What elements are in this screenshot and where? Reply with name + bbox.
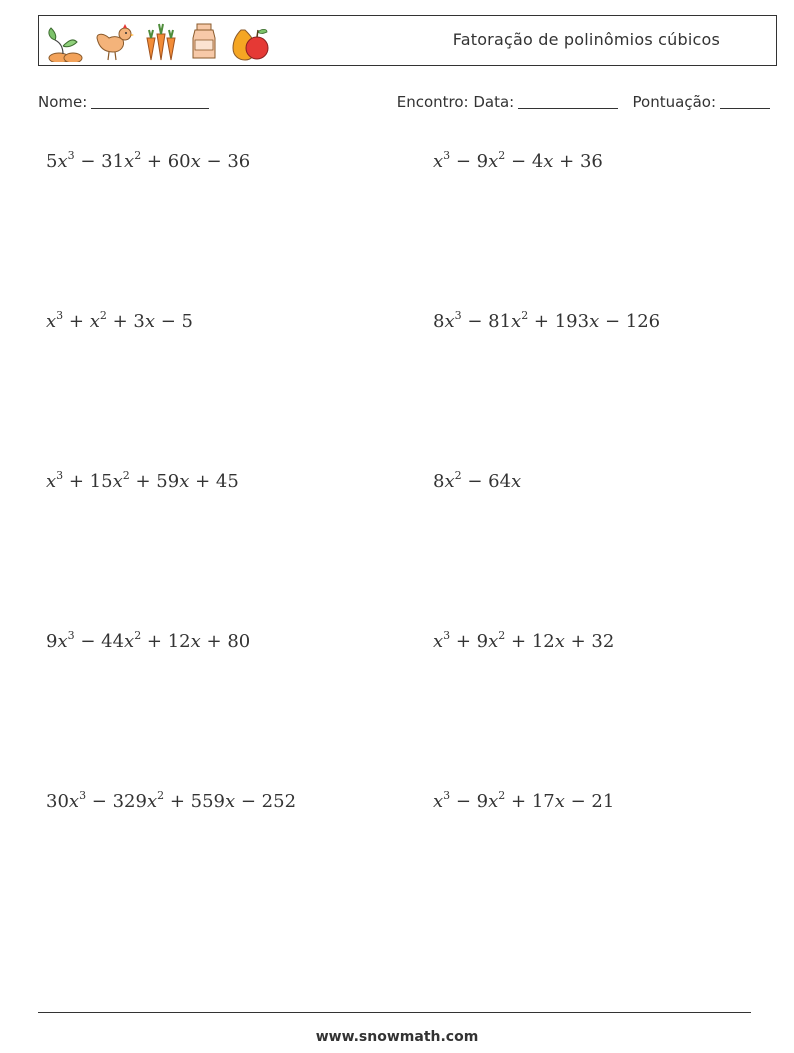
- exponent: 3: [443, 789, 451, 802]
- variable-x: x: [57, 151, 68, 172]
- chicken-icon: [91, 20, 135, 62]
- score-label: Pontuação:: [632, 93, 716, 111]
- problem-expression: $8x^2 - 64x$: [433, 469, 522, 492]
- worksheet-header: [38, 15, 777, 66]
- session-score-fields: [397, 93, 770, 111]
- variable-x: x: [46, 471, 57, 492]
- variable-x: x: [89, 311, 100, 332]
- score-blank[interactable]: [720, 108, 770, 109]
- worksheet-title: Fatoração de polinômios cúbicos: [452, 30, 720, 49]
- variable-x: x: [46, 311, 57, 332]
- problem-expression: $30x^3 - 329x^2 + 559x - 252$: [46, 789, 297, 812]
- exponent: 2: [157, 789, 165, 802]
- variable-x: x: [488, 151, 499, 172]
- variable-x: x: [511, 311, 522, 332]
- variable-x: x: [124, 151, 135, 172]
- variable-x: x: [543, 151, 554, 172]
- header-icons: [43, 20, 271, 62]
- variable-x: x: [554, 631, 565, 652]
- variable-x: x: [433, 151, 444, 172]
- exponent: 3: [443, 149, 451, 162]
- variable-x: x: [57, 631, 68, 652]
- name-field: [38, 93, 209, 111]
- name-blank[interactable]: [91, 108, 209, 109]
- exponent: 2: [134, 149, 142, 162]
- variable-x: x: [144, 311, 155, 332]
- variable-x: x: [488, 791, 499, 812]
- problem-expression: $8x^3 - 81x^2 + 193x - 126$: [433, 309, 661, 332]
- footer-url: www.snowmath.com: [315, 1029, 479, 1045]
- exponent: 2: [498, 149, 506, 162]
- variable-x: x: [112, 471, 123, 492]
- problem-expression: $x^3 + 9x^2 + 12x + 32$: [433, 629, 615, 652]
- exponent: 2: [498, 789, 506, 802]
- variable-x: x: [511, 471, 522, 492]
- variable-x: x: [433, 791, 444, 812]
- variable-x: x: [146, 791, 158, 812]
- variable-x: x: [488, 631, 499, 652]
- variable-x: x: [433, 631, 444, 652]
- variable-x: x: [190, 631, 201, 652]
- fruits-icon: [227, 20, 271, 62]
- date-blank[interactable]: [518, 108, 618, 109]
- variable-x: x: [444, 311, 455, 332]
- exponent: 3: [56, 309, 64, 322]
- problem-expression: $x^3 + x^2 + 3x - 5$: [46, 309, 193, 332]
- variable-x: x: [554, 791, 565, 812]
- variable-x: x: [225, 791, 236, 812]
- exponent: 3: [67, 629, 75, 642]
- milk-jar-icon: [187, 20, 221, 62]
- session-date-label: Encontro: Data:: [396, 93, 515, 111]
- exponent: 3: [56, 469, 64, 482]
- problem-expression: $x^3 - 9x^2 - 4x + 36$: [433, 149, 603, 172]
- exponent: 2: [122, 469, 130, 482]
- variable-x: x: [190, 151, 201, 172]
- exponent: 2: [498, 629, 506, 642]
- variable-x: x: [68, 791, 80, 812]
- problem-expression: $5x^3 - 31x^2 + 60x - 36$: [46, 149, 251, 172]
- exponent: 3: [67, 149, 75, 162]
- exponent: 2: [134, 629, 142, 642]
- variable-x: x: [124, 631, 135, 652]
- exponent: 3: [454, 309, 462, 322]
- problem-expression: $x^3 - 9x^2 + 17x - 21$: [433, 789, 615, 812]
- problem-expression: $9x^3 - 44x^2 + 12x + 80$: [46, 629, 251, 652]
- problem-expression: $x^3 + 15x^2 + 59x + 45$: [46, 469, 239, 492]
- footer-divider: [38, 1012, 751, 1013]
- exponent: 2: [454, 469, 462, 482]
- sprout-icon: [43, 20, 85, 62]
- variable-x: x: [444, 471, 455, 492]
- exponent: 3: [79, 789, 87, 802]
- variable-x: x: [179, 471, 190, 492]
- exponent: 2: [521, 309, 529, 322]
- exponent: 2: [99, 309, 107, 322]
- carrots-icon: [141, 20, 181, 62]
- name-label: Nome:: [38, 93, 88, 111]
- exponent: 3: [443, 629, 451, 642]
- variable-x: x: [589, 311, 600, 332]
